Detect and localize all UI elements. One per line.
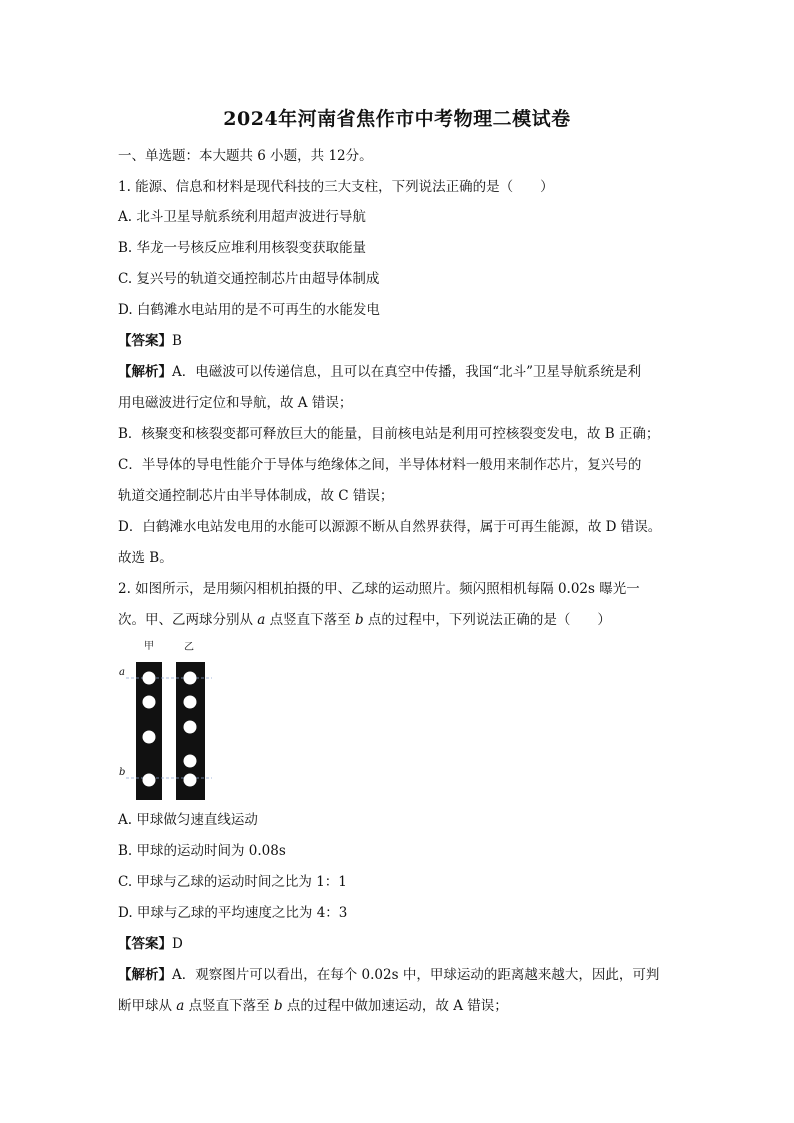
q1-option-d: D. 白鹤滩水电站用的是不可再生的水能发电	[118, 302, 380, 318]
point-b-label: b	[354, 612, 364, 628]
analysis-text: 点的过程中做加速运动，故 A 错误；	[282, 998, 508, 1014]
q2-option-b: B. 甲球的运动时间为 0.08s	[118, 843, 286, 859]
answer-value: D	[172, 936, 183, 952]
q1-stem: 1. 能源、信息和材料是现代科技的三大支柱，下列说法正确的是（ ）	[118, 179, 554, 195]
q1-analysis-line: 故选 B。	[118, 550, 173, 566]
page-title: 2024年河南省焦作市中考物理二模试卷	[223, 108, 571, 130]
q1-analysis-line: 轨道交通控制芯片由半导体制成，故 C 错误；	[118, 488, 394, 504]
ball-yi	[184, 721, 197, 734]
q1-analysis-line: C．半导体的导电性能介于导体与绝缘体之间，半导体材料一般用来制作芯片，复兴号的	[118, 457, 642, 473]
q2-analysis-line	[118, 965, 659, 985]
stem-text: 次。甲、乙两球分别从	[118, 612, 258, 628]
ball-jia	[143, 696, 156, 709]
strobe-photo-figure	[116, 638, 226, 803]
q2-analysis-line	[118, 996, 508, 1016]
ball-yi	[184, 672, 197, 685]
analysis-text: 点竖直下落至	[184, 998, 274, 1014]
ball-jia	[143, 774, 156, 787]
point-a-label: a	[257, 612, 266, 628]
ball-jia	[143, 731, 156, 744]
label-jia: 甲	[144, 641, 154, 652]
section-heading: 一、单选题：本大题共 6 小题，共 12分。	[118, 148, 373, 164]
q1-analysis-line: B．核聚变和核裂变都可释放巨大的能量，目前核电站是利用可控核裂变发电，故 B 正确；	[118, 426, 660, 442]
q1-analysis-line: 用电磁波进行定位和导航，故 A 错误；	[118, 395, 353, 411]
q1-option-b: B. 华龙一号核反应堆利用核裂变获取能量	[118, 240, 367, 256]
stem-text: 点的过程中，下列说法正确的是（ ）	[363, 612, 611, 628]
analysis-text: 断甲球从	[118, 998, 177, 1014]
q1-analysis-line	[118, 362, 641, 382]
q1-option-c: C. 复兴号的轨道交通控制芯片由超导体制成	[118, 271, 380, 287]
q2-stem-line: 2. 如图所示，是用频闪相机拍摄的甲、乙球的运动照片。频闪照相机每隔 0.02s 曝光一	[118, 581, 640, 597]
q1-answer	[118, 331, 182, 351]
q2-option-a: A. 甲球做匀速直线运动	[118, 812, 258, 828]
q2-answer	[118, 934, 183, 954]
analysis-label: 【解析】	[118, 967, 172, 983]
ball-yi	[184, 696, 197, 709]
q1-option-a: A. 北斗卫星导航系统利用超声波进行导航	[118, 209, 366, 225]
q1-analysis-line: D．白鹤滩水电站发电用的水能可以源源不断从自然界获得，属于可再生能源，故 D 错误。	[118, 519, 662, 535]
answer-label: 【答案】	[118, 936, 172, 952]
stem-text: 点竖直下落至	[265, 612, 355, 628]
label-point-a: a	[119, 667, 125, 678]
analysis-label: 【解析】	[118, 364, 172, 380]
ball-yi	[184, 774, 197, 787]
answer-label: 【答案】	[118, 333, 172, 349]
ball-jia	[143, 672, 156, 685]
q2-option-d: D. 甲球与乙球的平均速度之比为 4：3	[118, 905, 348, 921]
point-b-label: b	[273, 998, 283, 1014]
q2-option-c: C. 甲球与乙球的运动时间之比为 1：1	[118, 874, 347, 890]
answer-value: B	[172, 333, 182, 349]
analysis-text: A．观察图片可以看出，在每个 0.02s 中，甲球运动的距离越来越大，因此，可判	[172, 967, 660, 983]
q2-stem-line	[118, 610, 611, 630]
ball-yi	[184, 755, 197, 768]
label-yi: 乙	[184, 642, 194, 653]
analysis-text: A．电磁波可以传递信息，且可以在真空中传播，我国“北斗”卫星导航系统是利	[172, 364, 642, 380]
label-point-b: b	[119, 767, 126, 778]
point-a-label: a	[176, 998, 185, 1014]
